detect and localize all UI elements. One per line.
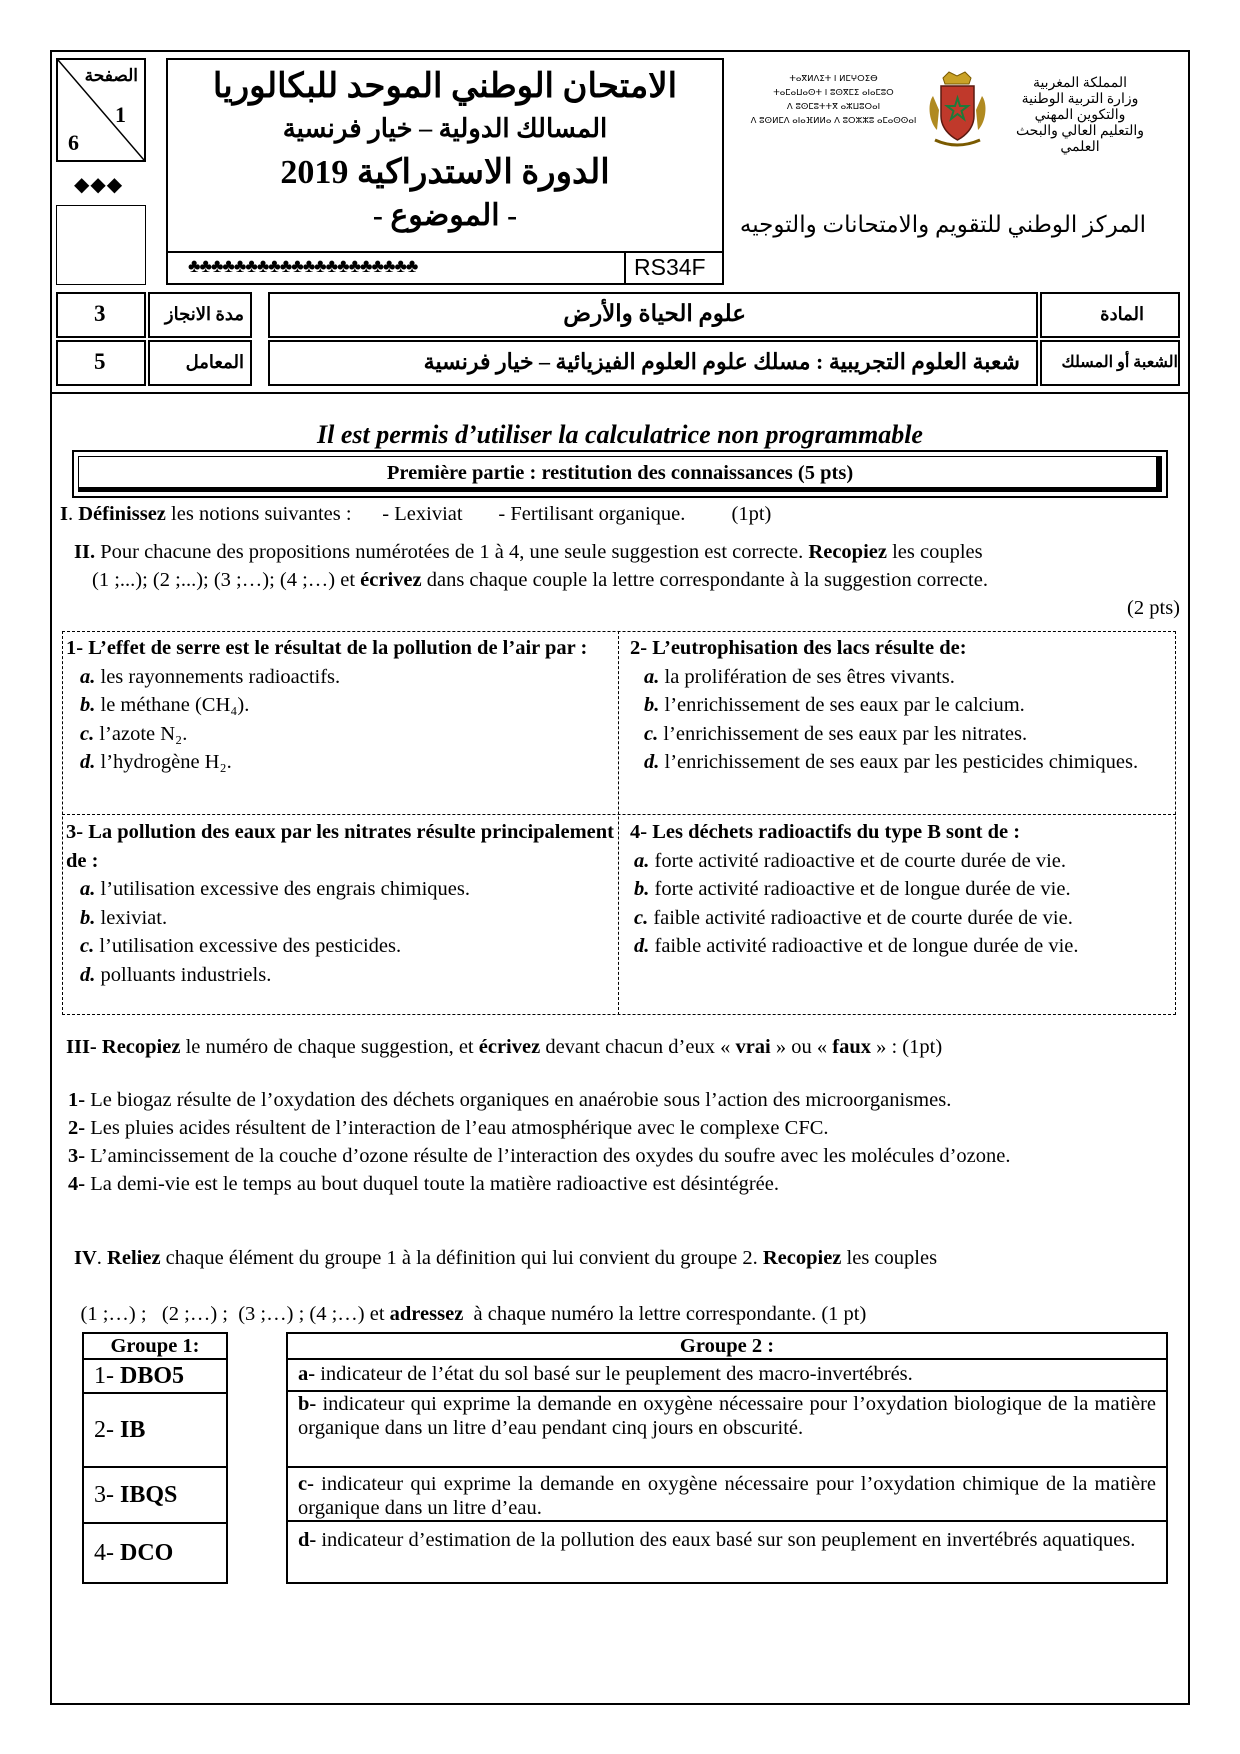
group1-table: [82, 1332, 228, 1584]
subject-heading: - الموضوع -: [372, 199, 518, 232]
code-divider: [624, 253, 626, 283]
page-total: 6: [68, 130, 79, 155]
q4-num: IV: [74, 1247, 97, 1269]
exam-title-box: [166, 58, 724, 253]
q3-verb-1: Recopiez: [101, 1036, 181, 1058]
page-number: 1: [115, 102, 126, 127]
q3-verb-2: écrivez: [478, 1036, 541, 1058]
q3-item-3: 3- L’amincissement de la couche d’ozone résulte de l’interaction des oxydes du soufre avec les molécules d’ozone.: [68, 1145, 1011, 1167]
question-3-intro: III- Recopiez le numéro de chaque suggestion, et écrivez devant chacun d’eux « vrai » ou « faux » : (1pt): [66, 1036, 943, 1058]
group2-item-b: b- indicateur qui exprime la demande en oxygène nécessaire pour l’oxydation biologique de la matière organique dans un litre d’eau pendant cinq jours en obscurité.: [287, 1391, 1167, 1467]
mcq-grid-vline: [618, 631, 619, 1015]
part1-title-outer: [72, 450, 1168, 498]
mcq-4-option-c: c. faible activité radioactive et de courte durée de vie.: [634, 906, 1073, 929]
group1-item-3: 3- IBQS: [83, 1467, 227, 1523]
mcq-2-option-b: b. l’enrichissement de ses eaux par le calcium.: [644, 694, 1025, 716]
q3-item-1: 1- Le biogaz résulte de l’oxydation des déchets organiques en anaérobie sous l’action des microorganismes.: [68, 1089, 952, 1111]
header-divider: [52, 392, 1188, 394]
mcq-2-option-a: a. la prolifération de ses êtres vivants.: [644, 665, 955, 688]
q2-verb-1: Recopiez: [808, 541, 887, 563]
q1-verb: Définissez: [78, 503, 166, 525]
group2-title: Groupe 2 :: [287, 1333, 1167, 1359]
coat-of-arms-icon: [925, 70, 990, 150]
mcq-4: [630, 818, 1176, 961]
q1-num: I: [60, 503, 68, 525]
exam-code: RS34F: [634, 254, 706, 280]
q2-points: (2 pts): [1127, 597, 1180, 619]
mcq-grid-hline: [62, 814, 1176, 815]
tifinagh-line-3: ⴷ ⵓⵙⵎⵓⵜⵜⴳ ⴰⵣⵡⵓⵔⴰⵏ: [786, 102, 881, 112]
mcq-2-option-d: d. l’enrichissement de ses eaux par les pesticides chimiques.: [644, 751, 1139, 773]
exam-title: الامتحان الوطني الموحد للبكالوريا: [212, 68, 678, 105]
ministry-logo: [925, 70, 990, 150]
q3-vrai: vrai: [735, 1036, 771, 1058]
tifinagh-block: [746, 72, 921, 128]
tifinagh-line-2: ⵜⴰⵎⴰⵡⴰⵙⵜ ⵏ ⵓⵙⴳⵎⵉ ⴰⵏⴰⵎⵓⵔ: [773, 88, 894, 98]
calculator-note: Il est permis d’utiliser la calculatrice non programmable: [317, 420, 923, 449]
group1-item-1: 1- DBO5: [83, 1359, 227, 1393]
q2-text-4: dans chaque couple la lettre correspondante à la suggestion correcte.: [421, 569, 988, 591]
center-name: المركز الوطني للتقويم والامتحانات والتوجيه: [739, 212, 1146, 237]
q4-verb-1: Reliez: [107, 1247, 161, 1269]
exam-session: الدورة الاستدراكية 2019: [280, 154, 610, 191]
q2-num: II.: [74, 541, 96, 563]
q3-num: III-: [66, 1036, 97, 1058]
duration-value: 3: [94, 301, 106, 326]
kingdom-name: المملكة المغربية: [1032, 76, 1128, 91]
coef-label: المعامل: [185, 352, 244, 372]
subject-label: المادة: [1100, 304, 1144, 324]
ministry-line-1: وزارة التربية الوطنية: [1021, 92, 1139, 107]
duration-label: مدة الانجاز: [164, 304, 244, 324]
tifinagh-line-1: ⵜⴰⴳⵍⴷⵉⵜ ⵏ ⵍⵎⵖⵔⵉⴱ: [789, 74, 878, 84]
q3-faux: faux: [832, 1036, 871, 1058]
mcq-3-option-b: b. lexiviat.: [80, 906, 168, 929]
mcq-2-title: 2- L’eutrophisation des lacs résulte de:: [630, 637, 967, 659]
mcq-3-title: 3- La pollution des eaux par les nitrates résulte principalement de :: [66, 821, 614, 872]
mcq-1-title: 1- L’effet de serre est le résultat de la pollution de l’air par :: [66, 637, 588, 659]
mcq-2-option-c: c. l’enrichissement de ses eaux par les nitrates.: [644, 722, 1028, 745]
group2-item-d: d- indicateur d’estimation de la pollution des eaux basé sur son peuplement en invertébrés aquatiques.: [287, 1521, 1167, 1583]
clubs-row: ♣♣♣♣♣♣♣♣♣♣♣♣♣♣♣♣♣♣♣♣: [188, 256, 418, 277]
mcq-1-option-a: a. les rayonnements radioactifs.: [80, 665, 341, 688]
question-3-items: [60, 1086, 1170, 1198]
ministry-line-3: والتعليم العالي والبحث العلمي: [1015, 124, 1145, 155]
mcq-3-option-c: c. l’utilisation excessive des pesticides.: [80, 935, 402, 957]
exam-track: المسالك الدولية – خيار فرنسية: [282, 114, 608, 143]
question-4: IV. Reliez chaque élément du groupe 1 à la définition qui lui convient du groupe 2. Recopiez les couples (1 ;…) ; (2 ;…) ; (3 ;…) ; (4 ;…) et adressez à chaque numéro la lettre correspondante. (1 pt): [74, 1247, 938, 1325]
q3-item-4: 4- La demi-vie est le temps au bout duquel toute la matière radioactive est désintégrée.: [68, 1173, 779, 1195]
diamonds: ◆◆◆: [74, 174, 124, 196]
tifinagh-line-4: ⴷ ⵓⵙⵍⵎⴷ ⴰⵏⴰⴼⵍⵍⴰ ⴷ ⵓⵔⵣⵣⵓ ⴰⵎⴰⵙⵙⴰⵏ: [750, 116, 917, 126]
question-1: I. Définissez les notions suivantes : - Lexiviat - Fertilisant organique. (1pt): [60, 503, 772, 525]
mcq-4-option-a: a. forte activité radioactive et de courte durée de vie.: [634, 849, 1066, 872]
mcq-2: [630, 634, 1170, 777]
code-row: [166, 253, 724, 285]
mcq-1-option-b: b. le méthane (CH₄).: [80, 694, 250, 716]
page-label: الصفحة: [84, 66, 138, 85]
mcq-4-title: 4- Les déchets radioactifs du type B sont de :: [630, 821, 1021, 843]
mcq-4-option-b: b. forte activité radioactive et de longue durée de vie.: [634, 878, 1071, 900]
branch-label: الشعبة أو المسلك: [1061, 354, 1178, 371]
part1-title: Première partie : restitution des connaissances (5 pts): [386, 462, 854, 484]
question-2: [74, 538, 1180, 622]
coef-value: 5: [94, 349, 106, 374]
group1-item-4: 4- DCO: [83, 1523, 227, 1583]
q2-verb-2: écrivez: [360, 569, 422, 591]
group1-item-2: 2- IB: [83, 1393, 227, 1467]
mcq-1: [66, 634, 614, 777]
q2-text-2: les couples: [886, 541, 983, 563]
q1-text: les notions suivantes : - Lexiviat - Fertilisant organique. (1pt): [165, 503, 772, 525]
group2-item-a: a- indicateur de l’état du sol basé sur le peuplement des macro-invertébrés.: [287, 1359, 1167, 1391]
ministry-arabic: [995, 76, 1165, 156]
mcq-4-option-d: d. faible activité radioactive et de longue durée de vie.: [634, 935, 1079, 957]
page-number-box: [56, 58, 146, 162]
mcq-3: [66, 818, 614, 989]
group2-item-c: c- indicateur qui exprime la demande en oxygène nécessaire pour l’oxydation chimique de la matière organique dans un litre d’eau.: [287, 1467, 1167, 1521]
q4-verb-3: adressez: [389, 1303, 464, 1325]
ministry-line-2: والتكوين المهني: [1034, 108, 1126, 123]
q2-text-1: Pour chacune des propositions numérotées de 1 à 4, une seule suggestion est correcte.: [95, 541, 809, 563]
q4-verb-2: Recopiez: [762, 1247, 842, 1269]
group1-title: Groupe 1:: [83, 1333, 227, 1359]
q3-item-2: 2- Les pluies acides résultent de l’interaction de l’eau atmosphérique avec le complexe CFC.: [68, 1117, 829, 1139]
mcq-3-option-a: a. l’utilisation excessive des engrais chimiques.: [80, 878, 470, 900]
info-table: [56, 292, 1180, 386]
q2-text-3: (1 ;...); (2 ;...); (3 ;…); (4 ;…) et: [92, 569, 361, 591]
mcq-1-option-d: d. l’hydrogène H₂.: [80, 751, 232, 773]
subject-value: علوم الحياة والأرض: [563, 301, 746, 326]
group2-table: [286, 1332, 1168, 1584]
mcq-3-option-d: d. polluants industriels.: [80, 963, 272, 986]
blank-box: [56, 205, 146, 285]
branch-value: شعبة العلوم التجريبية : مسلك علوم العلوم الفيزيائية – خيار فرنسية: [423, 349, 1020, 374]
mcq-1-option-c: c. l’azote N₂.: [80, 722, 188, 745]
